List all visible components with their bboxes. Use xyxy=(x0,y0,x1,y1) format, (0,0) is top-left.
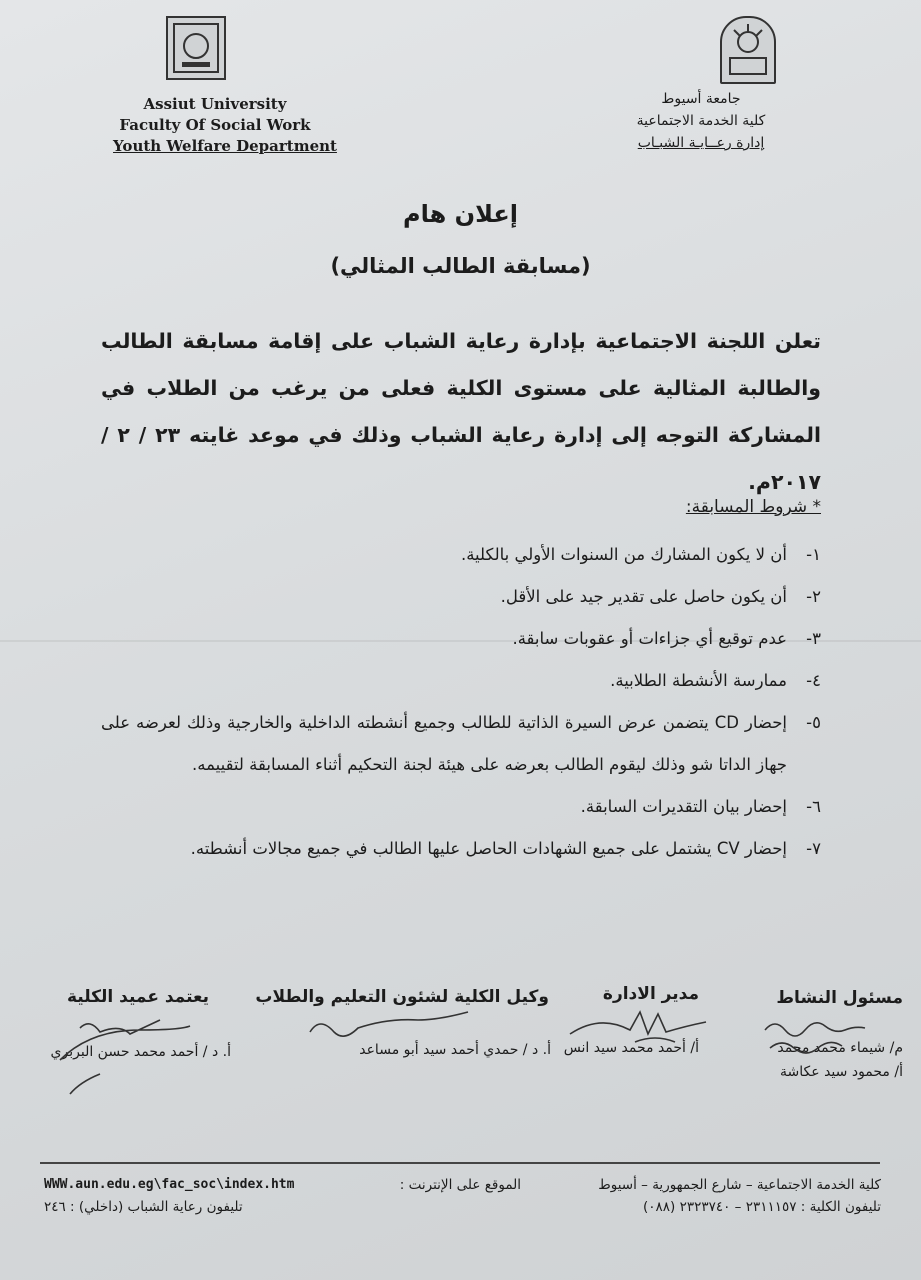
signature-name-director: أ/ أحمد محمد سيد انس xyxy=(563,1040,699,1056)
signature-name-activity-2: أ/ محمود سيد عكاشة xyxy=(780,1064,903,1080)
faculty-logo xyxy=(166,16,226,80)
condition-number: ٣- xyxy=(806,629,821,648)
header-arabic-line1: جامعة أسيوط xyxy=(661,91,741,107)
condition-item xyxy=(101,828,821,870)
condition-number: ٢- xyxy=(806,587,821,606)
condition-item xyxy=(101,618,821,660)
signature-name-activity-1: م/ شيماء محمد محمد xyxy=(777,1040,903,1056)
page-subtitle: (مسابقة الطالب المثالي) xyxy=(330,254,591,278)
condition-item xyxy=(101,534,821,576)
signature-title-director: مدير الادارة xyxy=(602,984,699,1004)
signature-title-vice-dean: وكيل الكلية لشئون التعليم والطلاب xyxy=(255,987,549,1007)
condition-text: إحضار CV يشتمل على جميع الشهادات الحاصل عليها الطالب في جميع مجالات أنشطته. xyxy=(190,839,787,858)
condition-text: ممارسة الأنشطة الطلابية. xyxy=(610,671,787,690)
condition-text: إحضار CD يتضمن عرض السيرة الذاتية للطالب وجميع أنشطته الداخلية والخارجية وذلك لعرضه على جهاز الداتا شو وذلك ليقوم الطالب بعرضه على هيئة لجنة التحكيم أثناء المسابقة لتقييمه. xyxy=(101,713,787,774)
header-english-line3: Youth Welfare Department xyxy=(113,137,337,155)
condition-number: ١- xyxy=(806,545,821,564)
signature-name-dean: أ. د / أحمد محمد حسن البربري xyxy=(50,1044,231,1060)
header-english-line1: Assiut University xyxy=(143,95,287,113)
handwritten-signature xyxy=(40,1008,210,1098)
footer-faculty-phone: تليفون الكلية : ٢٣١١١٥٧ – ٢٣٢٣٧٤٠ (٠٨٨) xyxy=(642,1199,881,1215)
signature-name-vice-dean: أ. د / حمدي أحمد سيد أبو مساعد xyxy=(359,1042,551,1058)
signature-title-activity: مسئول النشاط xyxy=(776,988,903,1008)
header-arabic-line2: كلية الخدمة الاجتماعية xyxy=(636,113,766,129)
header-arabic-line3: إدارة رعــايـة الشبـاب xyxy=(637,135,765,151)
condition-text: أن يكون حاصل على تقدير جيد على الأقل. xyxy=(500,587,787,606)
condition-text: إحضار بيان التقديرات السابقة. xyxy=(580,797,787,816)
signature-title-dean: يعتمد عميد الكلية xyxy=(66,987,209,1007)
header-english-line2: Faculty Of Social Work xyxy=(119,116,311,134)
condition-number: ٥- xyxy=(806,713,821,732)
handwritten-signature xyxy=(565,1002,725,1052)
condition-item xyxy=(101,576,821,618)
condition-item xyxy=(101,786,821,828)
condition-item xyxy=(101,660,821,702)
footer-divider xyxy=(40,1162,880,1164)
condition-number: ٤- xyxy=(806,671,821,690)
condition-text: عدم توقيع أي جزاءات أو عقوبات سابقة. xyxy=(512,629,787,648)
conditions-list xyxy=(101,534,821,870)
condition-text: أن لا يكون المشارك من السنوات الأولي بالكلية. xyxy=(460,545,787,564)
page-title: إعلان هام xyxy=(403,200,518,228)
intro-paragraph: تعلن اللجنة الاجتماعية بإدارة رعاية الشباب على إقامة مسابقة الطالب والطالبة المثالية على مستوى الكلية فعلى من يرغب من الطلاب في المشاركة التوجه إلى إدارة رعاية الشباب وذلك في موعد غايته ٢٣ / ٢ / ٢٠١٧م. xyxy=(101,329,822,494)
condition-number: ٧- xyxy=(806,839,821,858)
footer-address: كلية الخدمة الاجتماعية – شارع الجمهورية – أسيوط xyxy=(598,1177,881,1193)
university-logo xyxy=(720,16,776,84)
handwritten-signature xyxy=(300,1008,480,1048)
footer-youth-phone: تليفون رعاية الشباب (داخلي) : ٢٤٦ xyxy=(44,1199,243,1215)
condition-item xyxy=(101,702,821,786)
footer-website-url[interactable]: WWW.aun.edu.eg\fac_soc\index.htm xyxy=(44,1177,295,1192)
handwritten-signature xyxy=(760,1010,910,1070)
conditions-heading: * شروط المسابقة: xyxy=(685,497,821,517)
condition-number: ٦- xyxy=(806,797,821,816)
footer-website-label: الموقع على الإنترنت : xyxy=(399,1177,521,1193)
